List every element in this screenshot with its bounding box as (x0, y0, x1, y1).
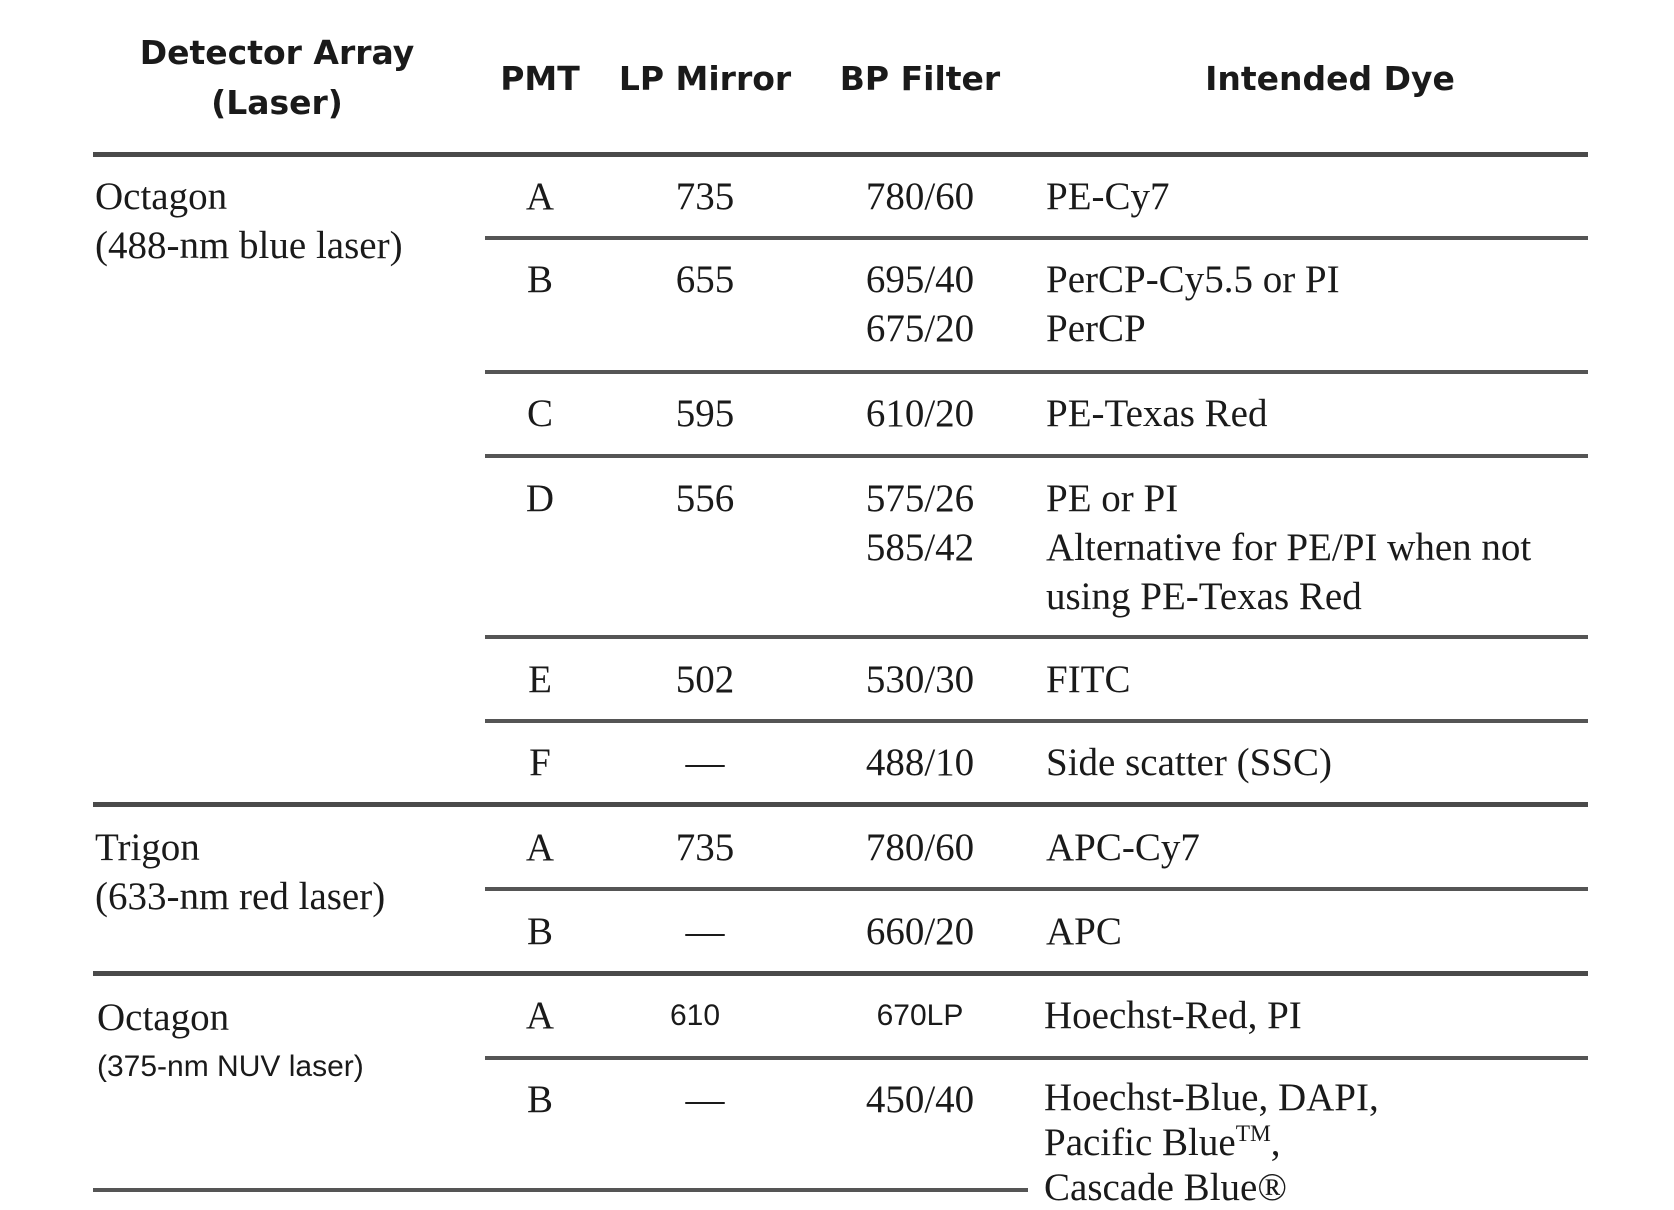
bp-filter-cell (830, 655, 1010, 704)
header-detector-line2: (Laser) (211, 83, 343, 122)
dye-text: , (1270, 1121, 1281, 1164)
bp-filter-value: 660/20 (865, 910, 975, 953)
dye-text: Pacific Blue (1044, 1121, 1236, 1164)
row-divider (485, 454, 1588, 458)
bp-filter-cell (830, 1075, 1010, 1124)
lp-mirror-cell: — (685, 1078, 725, 1121)
group-label (95, 172, 403, 270)
lp-mirror-cell: 655 (675, 258, 735, 301)
pmt-cell: A (525, 994, 555, 1037)
pmt-cell: D (525, 477, 555, 520)
lp-mirror-cell: 610 (669, 999, 721, 1032)
detector-name: Octagon (97, 996, 230, 1039)
intended-dye-cell (1046, 655, 1131, 704)
intended-dye-cell (1046, 907, 1122, 956)
header-rule (93, 152, 1588, 157)
dye-line: Hoechst-Red, PI (1044, 994, 1302, 1037)
dye-line: APC (1046, 910, 1122, 953)
pmt-cell: F (529, 741, 551, 784)
header-pmt: PMT (500, 59, 580, 98)
pmt-cell: A (525, 175, 555, 218)
pmt-cell: C (526, 392, 553, 435)
bp-filter-cell (830, 389, 1010, 438)
dye-line: PerCP (1046, 307, 1146, 350)
intended-dye-cell (1044, 991, 1302, 1040)
pmt-cell: E (528, 658, 552, 701)
dye-line: PE-Texas Red (1046, 392, 1268, 435)
bp-filter-value: 530/30 (865, 658, 975, 701)
group-divider (93, 971, 1588, 976)
dye-line: Hoechst-Blue, DAPI, (1044, 1076, 1379, 1119)
bp-filter-cell (830, 991, 1010, 1040)
bp-filter-value: 670LP (876, 999, 964, 1032)
dye-line (1044, 1120, 1379, 1165)
bp-filter-cell (830, 172, 1010, 221)
dye-line: PE-Cy7 (1046, 175, 1170, 218)
bp-filter-cell (830, 907, 1010, 956)
lp-mirror-cell: 735 (675, 826, 735, 869)
trademark-mark: TM (1235, 1121, 1271, 1147)
dye-line: using PE-Texas Red (1046, 575, 1362, 618)
group-label (97, 993, 364, 1092)
bp-filter-value: 450/40 (865, 1078, 975, 1121)
dye-line: PE or PI (1046, 477, 1179, 520)
header-bp-filter: BP Filter (839, 59, 1001, 98)
lp-mirror-cell: 556 (675, 477, 735, 520)
intended-dye-cell (1046, 738, 1332, 787)
header-intended-dye: Intended Dye (1205, 59, 1455, 98)
detector-name: Trigon (95, 826, 200, 869)
intended-dye-cell (1046, 255, 1340, 353)
header-detector-array (118, 28, 436, 128)
dye-line: FITC (1046, 658, 1131, 701)
lp-mirror-cell: 595 (675, 392, 735, 435)
dye-line: Alternative for PE/PI when not (1046, 526, 1532, 569)
bp-filter-value: 695/40 (865, 258, 975, 301)
bp-filter-cell (830, 255, 1010, 353)
pmt-cell: A (525, 826, 555, 869)
pmt-cell: B (526, 910, 553, 953)
laser-label: (375-nm NUV laser) (97, 1050, 364, 1083)
dye-line: Side scatter (SSC) (1046, 741, 1332, 784)
intended-dye-cell (1046, 389, 1267, 438)
lp-mirror-cell: 502 (675, 658, 735, 701)
laser-label: (633-nm red laser) (95, 875, 386, 918)
dye-line: Cascade Blue® (1044, 1166, 1287, 1209)
intended-dye-cell (1044, 1075, 1379, 1210)
lp-mirror-cell: — (685, 741, 725, 784)
laser-label: (488-nm blue laser) (95, 224, 403, 267)
bp-filter-cell (830, 823, 1010, 872)
row-divider (485, 719, 1588, 723)
lp-mirror-cell: 735 (675, 175, 735, 218)
pmt-cell: B (526, 258, 553, 301)
bp-filter-value: 780/60 (865, 175, 975, 218)
group-label (95, 823, 385, 921)
bottom-rule (93, 1188, 1028, 1192)
dye-line: PerCP-Cy5.5 or PI (1046, 258, 1340, 301)
bp-filter-value: 780/60 (865, 826, 975, 869)
detector-name: Octagon (95, 175, 228, 218)
bp-filter-value: 675/20 (865, 307, 975, 350)
bp-filter-value: 585/42 (865, 526, 975, 569)
bp-filter-cell (830, 474, 1010, 572)
row-divider (485, 1056, 1588, 1060)
header-detector-line1: Detector Array (139, 33, 415, 72)
row-divider (485, 236, 1588, 240)
bp-filter-value: 575/26 (865, 477, 975, 520)
bp-filter-cell (830, 738, 1010, 787)
bp-filter-value: 610/20 (865, 392, 975, 435)
pmt-cell: B (526, 1078, 553, 1121)
row-divider (485, 370, 1588, 374)
group-divider (93, 802, 1588, 807)
intended-dye-cell (1046, 474, 1531, 621)
dye-line: APC-Cy7 (1046, 826, 1200, 869)
lp-mirror-cell: — (685, 910, 725, 953)
bp-filter-value: 488/10 (865, 741, 975, 784)
intended-dye-cell (1046, 823, 1200, 872)
row-divider (485, 887, 1588, 891)
row-divider (485, 635, 1588, 639)
intended-dye-cell (1046, 172, 1170, 221)
header-lp-mirror: LP Mirror (618, 59, 792, 98)
